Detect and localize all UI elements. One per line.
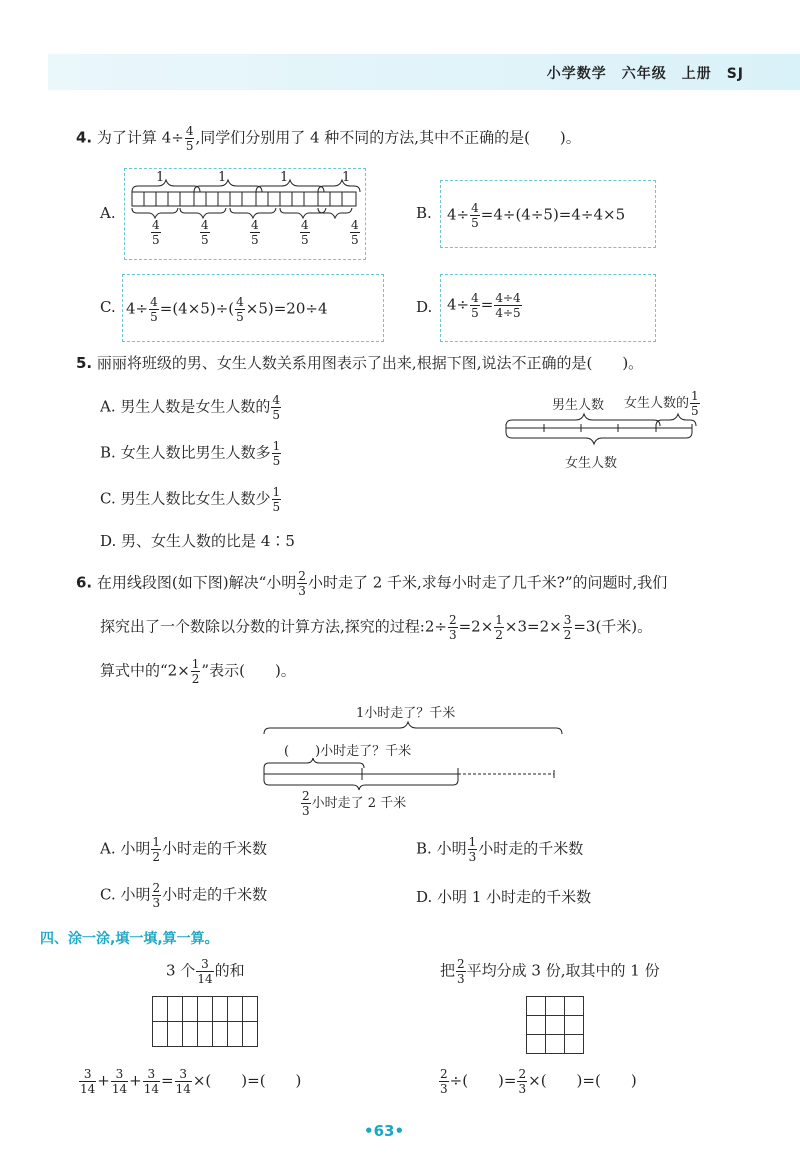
fraction: $\frac{4}{5}$ [236, 295, 244, 324]
diagram-label-1: 1 [156, 170, 165, 185]
diagram-label-1: 1 [218, 170, 227, 185]
fraction: $\frac{2}{3}$ [152, 881, 161, 910]
female-count-label: 女生人数 [565, 456, 618, 471]
q4-option-c-text: 4÷ $\frac{4}{5}$ =(4×5)÷( $\frac{4}{5}$ ×5)=20÷4 [126, 295, 328, 324]
fraction: $\frac{4}{5}$ [471, 201, 479, 230]
q4-option-b-text: 4÷ $\frac{4}{5}$ =4÷(4÷5)=4÷4×5 [447, 201, 626, 230]
fraction: $\frac{1}{5}$ [691, 389, 699, 418]
fraction: $\frac{1}{2}$ [191, 657, 200, 686]
fraction: $\frac{1}{2}$ [152, 835, 161, 864]
diagram-label-1: 1 [280, 170, 289, 185]
fraction: $\frac{2}{3}$ [518, 1067, 527, 1096]
page-number: •63• [364, 1122, 405, 1140]
diagram-fraction: $\frac{4}{5}$ [351, 218, 359, 247]
fraction: $\frac{3}{14}$ [80, 1067, 96, 1096]
q6-option-c: C. 小明 $\frac{2}{3}$ 小时走的千米数 [100, 881, 268, 910]
right-equation: $\frac{2}{3}$ ÷( )= $\frac{2}{3}$ ×( )=( ) [440, 1067, 637, 1096]
q6-stem-line2: 探究出了一个数除以分数的计算方法,探究的过程:2÷ $\frac{2}{3}$ =2× $\frac{1}{2}$ ×3=2× $\frac{3}{2}$ =3(千米)。 [100, 613, 653, 642]
q4-option-a-label: A. [100, 204, 116, 222]
header-title: 小学数学 六年级 上册 SJ [546, 66, 744, 82]
q5-segment-diagram [504, 410, 704, 450]
left-equation: $\frac{3}{14}$ + $\frac{3}{14}$ + $\frac{3}{14}$ = $\frac{3}{14}$ ×( )=( ) [80, 1067, 302, 1096]
fraction: $\frac{2}{3}$ [448, 613, 457, 642]
right-caption: 把 $\frac{2}{3}$ 平均分成 3 份,取其中的 1 份 [440, 957, 660, 986]
fraction: $\frac{2}{3}$ [298, 569, 306, 598]
fraction: $\frac{3}{2}$ [563, 613, 572, 642]
fraction: $\frac{4}{5}$ [471, 291, 479, 320]
q6-diagram-bottom-label: $\frac{2}{3}$ 小时走了 2 千米 [302, 789, 407, 818]
q6-stem-line3: 算式中的“2× $\frac{1}{2}$ ”表示( )。 [100, 657, 296, 686]
fraction: $\frac{4}{5}$ [272, 393, 281, 422]
fraction: $\frac{2}{3}$ [457, 957, 465, 986]
q5-option-a: A. 男生人数是女生人数的 $\frac{4}{5}$ [100, 393, 281, 422]
fraction: $\frac{3}{14}$ [111, 1067, 128, 1096]
diagram-label-1: 1 [342, 170, 351, 185]
right-grid [526, 996, 584, 1054]
q6-option-b: B. 小明 $\frac{1}{3}$ 小时走的千米数 [416, 835, 584, 864]
female-part-label: 女生人数的 $\frac{1}{5}$ [624, 389, 699, 418]
q5-number: 5. [76, 354, 93, 372]
fraction: $\frac{1}{3}$ [468, 835, 477, 864]
fraction: $\frac{4}{5}$ [185, 124, 194, 153]
q5-option-c: C. 男生人数比女生人数少 $\frac{1}{5}$ [100, 485, 281, 514]
q6-diagram-top-label: 1小时走了？千米 [356, 706, 456, 721]
q4-option-d-label: D. [416, 298, 433, 316]
fraction: $\frac{4}{5}$ [150, 295, 158, 324]
diagram-fraction: $\frac{4}{5}$ [251, 218, 259, 247]
left-caption: 3 个 $\frac{3}{14}$ 的和 [166, 957, 245, 986]
q6-stem-line1: 6. 在用线段图(如下图)解决“小明 $\frac{2}{3}$ 小时走了 2 千米,求每小时走了几千米?”的问题时,我们 [76, 569, 668, 598]
q6-option-d: D. 小明 1 小时走的千米数 [416, 888, 592, 906]
q5-option-b: B. 女生人数比男生人数多 $\frac{1}{5}$ [100, 439, 281, 468]
q5-option-d: D. 男、女生人数的比是 4∶5 [100, 532, 295, 550]
fraction: $\frac{4\div 4}{4\div 5}$ [495, 291, 521, 320]
q4-option-b-label: B. [416, 204, 432, 222]
q5-stem: 5. 丽丽将班级的男、女生人数关系用图表示了出来,根据下图,说法不正确的是( )。 [76, 354, 644, 372]
fraction: $\frac{3}{14}$ [197, 957, 213, 986]
fraction: $\frac{3}{14}$ [143, 1067, 159, 1096]
q4-option-c-label: C. [100, 298, 116, 316]
diagram-fraction: $\frac{4}{5}$ [152, 218, 160, 247]
section-4-title: 四、涂一涂,填一填,算一算。 [40, 931, 219, 947]
fraction: $\frac{2}{3}$ [440, 1067, 448, 1096]
fraction: $\frac{1}{2}$ [495, 613, 503, 642]
fraction: $\frac{3}{14}$ [175, 1067, 191, 1096]
q4-stem: 4. 为了计算 4÷ $\frac{4}{5}$ ,同学们分别用了 4 种不同的方法,其中不正确的是( )。 [76, 124, 581, 153]
q6-option-a: A. 小明 $\frac{1}{2}$ 小时走的千米数 [100, 835, 268, 864]
fraction: $\frac{1}{5}$ [272, 439, 281, 468]
fraction: $\frac{1}{5}$ [272, 485, 281, 514]
diagram-fraction: $\frac{4}{5}$ [301, 218, 309, 247]
q4-number: 4. [76, 128, 93, 147]
q6-diagram-mid-label: ( )小时走了？千米 [284, 744, 412, 759]
diagram-fraction: $\frac{4}{5}$ [201, 218, 209, 247]
fraction: $\frac{2}{3}$ [302, 789, 310, 818]
q4-option-d-text: 4÷ $\frac{4}{5}$ = $\frac{4\div 4}{4\div 5}$ [447, 291, 521, 320]
male-count-label: 男生人数 [552, 398, 605, 413]
q6-number: 6. [76, 573, 93, 592]
q6-segment-diagram [262, 718, 562, 798]
left-grid [152, 996, 258, 1047]
